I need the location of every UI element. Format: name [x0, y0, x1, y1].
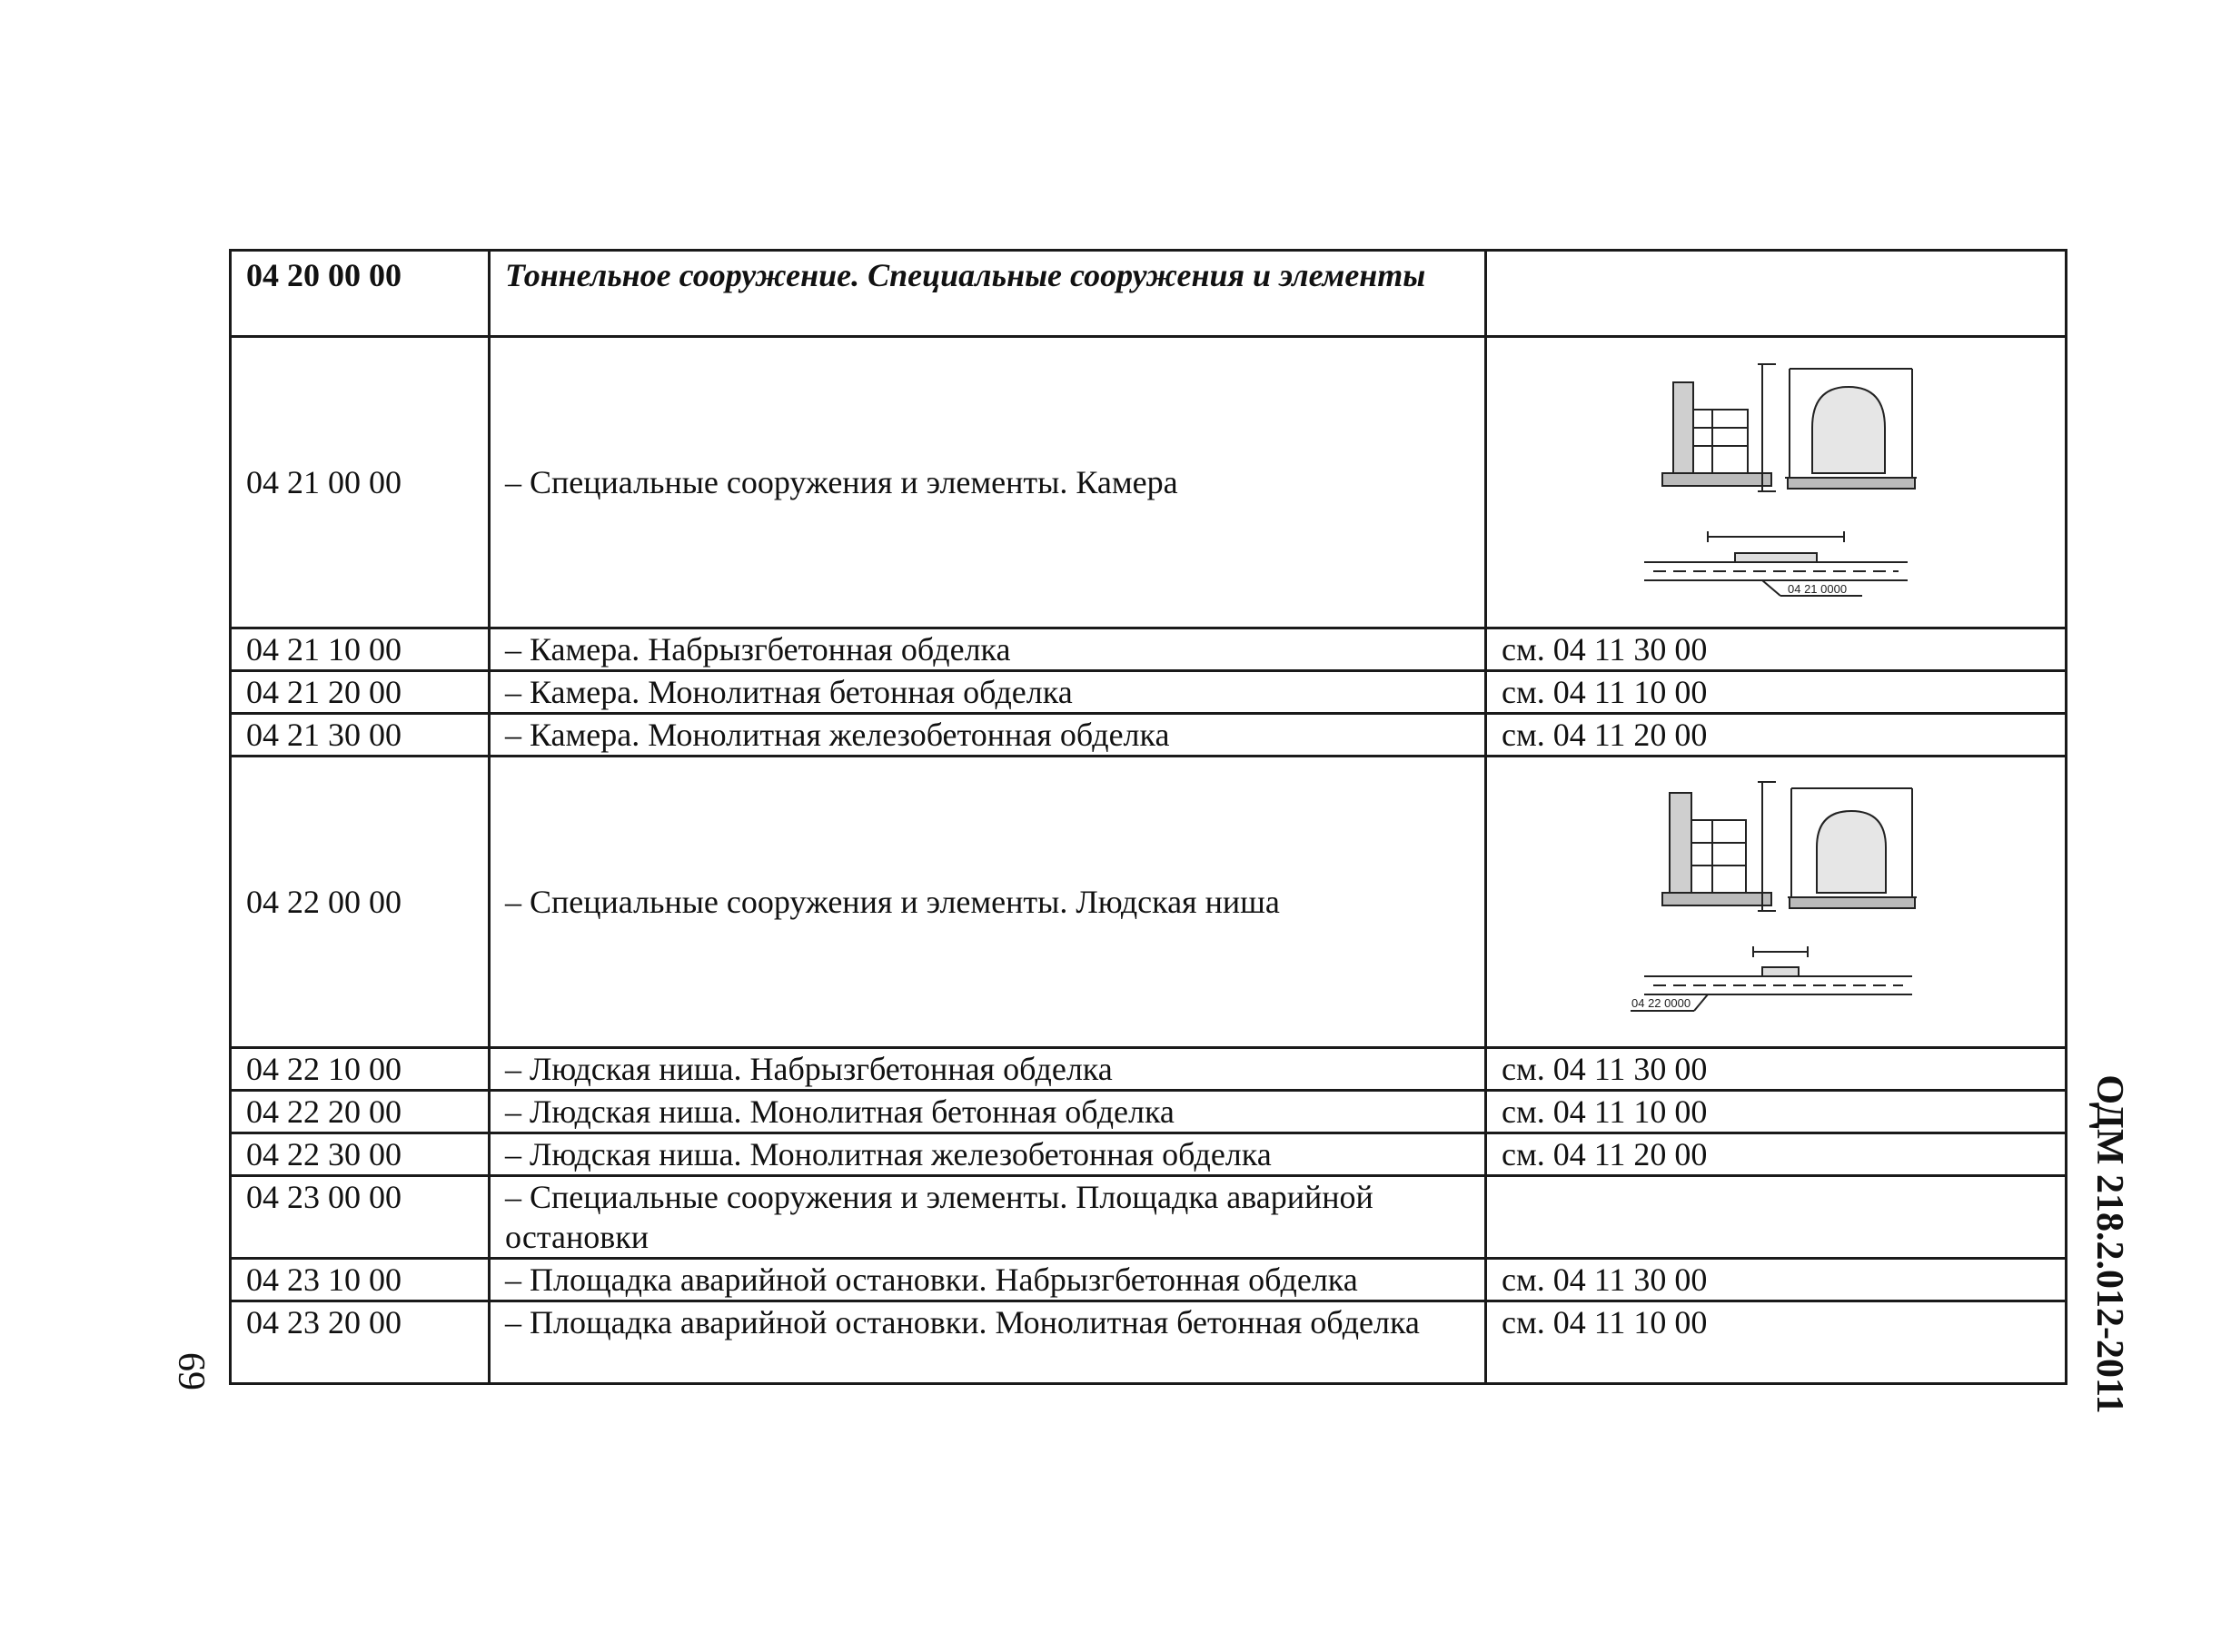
classification-table: [229, 249, 2067, 1385]
row-description: Тоннельное сооружение. Специальные сооружения и элементы: [490, 251, 1486, 337]
row-description: – Людская ниша. Монолитная бетонная обделка: [490, 1091, 1486, 1133]
table-row: [231, 337, 2067, 628]
row-description: – Площадка аварийной остановки. Монолитная бетонная обделка: [490, 1301, 1486, 1384]
row-description: – Специальные сооружения и элементы. Площадка аварийной остановки: [490, 1176, 1486, 1259]
row-code: 04 22 00 00: [231, 757, 490, 1048]
row-reference: [1486, 1176, 2067, 1259]
row-code: 04 22 30 00: [231, 1133, 490, 1176]
table-row: [231, 1176, 2067, 1259]
row-code: 04 20 00 00: [231, 251, 490, 337]
row-code: 04 21 00 00: [231, 337, 490, 628]
table-row: [231, 1133, 2067, 1176]
row-description: – Людская ниша. Набрызгбетонная обделка: [490, 1048, 1486, 1091]
row-reference: см. 04 11 30 00: [1486, 1259, 2067, 1301]
row-description: – Камера. Набрызгбетонная обделка: [490, 628, 1486, 671]
row-code: 04 21 20 00: [231, 671, 490, 714]
row-reference: см. 04 11 10 00: [1486, 1091, 2067, 1133]
row-code: 04 22 10 00: [231, 1048, 490, 1091]
table-row: [231, 1091, 2067, 1133]
row-description: – Площадка аварийной остановки. Набрызгбетонная обделка: [490, 1259, 1486, 1301]
row-description: – Людская ниша. Монолитная железобетонная обделка: [490, 1133, 1486, 1176]
row-reference: см. 04 11 20 00: [1486, 714, 2067, 757]
niche-drawing-label: 04 22 0000: [1631, 996, 1691, 1010]
table-row: [231, 1048, 2067, 1091]
row-reference: [1486, 251, 2067, 337]
row-description: – Камера. Монолитная бетонная обделка: [490, 671, 1486, 714]
row-code: 04 22 20 00: [231, 1091, 490, 1133]
document-code-sidebar: [2089, 1063, 2129, 1426]
row-reference: см. 04 11 10 00: [1486, 671, 2067, 714]
table-row: [231, 628, 2067, 671]
row-reference: см. 04 11 10 00: [1486, 1301, 2067, 1384]
row-reference: см. 04 11 30 00: [1486, 628, 2067, 671]
document-code: ОДМ 218.2.012-2011: [2088, 1074, 2130, 1414]
row-code: 04 23 20 00: [231, 1301, 490, 1384]
chamber-drawing: [1626, 346, 1926, 609]
table-row: [231, 1301, 2067, 1384]
row-code: 04 23 10 00: [231, 1259, 490, 1301]
row-description: – Специальные сооружения и элементы. Людская ниша: [490, 757, 1486, 1048]
table-row: [231, 1259, 2067, 1301]
row-description: – Специальные сооружения и элементы. Камера: [490, 337, 1486, 628]
row-code: 04 21 30 00: [231, 714, 490, 757]
table-row: [231, 251, 2067, 337]
row-description: – Камера. Монолитная железобетонная обделка: [490, 714, 1486, 757]
table-row: [231, 714, 2067, 757]
page-number-block: [164, 1335, 218, 1408]
table-row: [231, 671, 2067, 714]
row-code: 04 21 10 00: [231, 628, 490, 671]
row-code: 04 23 00 00: [231, 1176, 490, 1259]
chamber-drawing-cell: [1486, 337, 2067, 628]
row-reference: см. 04 11 30 00: [1486, 1048, 2067, 1091]
page-number: 69: [170, 1352, 212, 1390]
table-row: [231, 757, 2067, 1048]
row-reference: см. 04 11 20 00: [1486, 1133, 2067, 1176]
niche-drawing: [1626, 766, 1926, 1029]
niche-drawing-cell: [1486, 757, 2067, 1048]
chamber-drawing-label: 04 21 0000: [1788, 582, 1848, 596]
